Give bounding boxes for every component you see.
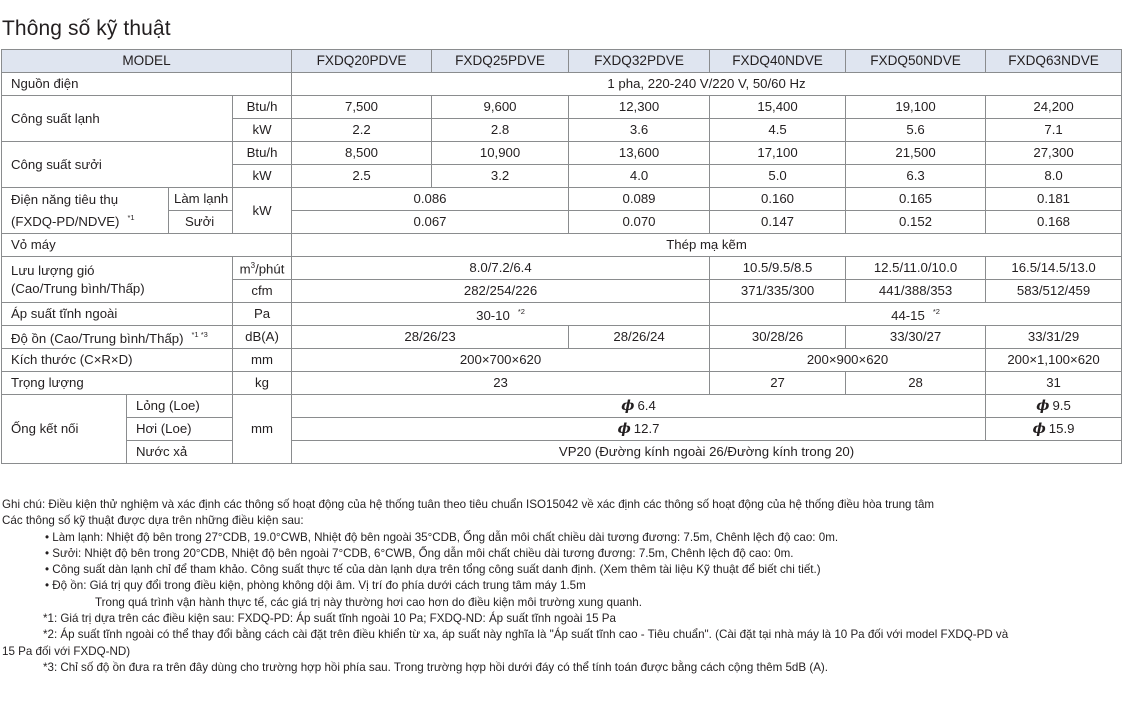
- value-cell: 0.165: [846, 188, 986, 211]
- model-header: MODEL: [2, 50, 292, 73]
- heating-sublabel: Sưởi: [169, 211, 233, 234]
- power-consumption-label: [2, 188, 169, 234]
- footnote-3: *3: Chỉ số độ ồn đưa ra trên đây dùng cho trường hợp hồi phía sau. Trong trường hợp hồi dưới đáy có thể tính toán được bằng cách cộng thêm 5dB (A).: [43, 660, 829, 674]
- value-cell: [986, 395, 1122, 418]
- spec-table: [1, 49, 1122, 464]
- esp-label: Áp suất tĩnh ngoài: [2, 303, 233, 326]
- unit-base: m: [239, 261, 251, 277]
- model-name: FXDQ25PDVE: [432, 50, 569, 73]
- table-row: [2, 142, 1122, 165]
- footnote-1: *1: Giá trị dựa trên các điều kiện sau: FXDQ-PD: Áp suất tĩnh ngoài 10 Pa; FXDQ-ND: Áp suất tĩnh ngoài 15 Pa: [43, 612, 616, 626]
- unit-cell: Pa: [233, 303, 292, 326]
- esp-value: 30-10: [476, 308, 510, 323]
- value-cell: [986, 418, 1122, 441]
- cooling-capacity-label: Công suất lạnh: [2, 96, 233, 142]
- power-consumption-label-line1: Điện năng tiêu thụ: [11, 191, 119, 207]
- casing-value: Thép mạ kẽm: [292, 234, 1122, 257]
- diameter-symbol: ϕ: [1036, 398, 1050, 414]
- value-cell: 0.067: [292, 211, 569, 234]
- notes-section: [2, 497, 1122, 676]
- unit-cell: mm: [233, 395, 292, 464]
- value-cell: [710, 303, 1122, 326]
- value-cell: [292, 303, 710, 326]
- note-bullet: • Công suất dàn lạnh chỉ để tham khảo. Công suất thực tế của dàn lạnh dựa trên tổng công suất danh định. (Xem thêm tài liệu Kỹ thuật để biết chi tiết.): [45, 563, 821, 577]
- power-supply-label: Nguồn điện: [2, 73, 292, 96]
- diameter-symbol: ϕ: [621, 398, 635, 414]
- airflow-label-line1: Lưu lượng gió: [11, 262, 95, 278]
- value-cell: 0.086: [292, 188, 569, 211]
- unit-superscript: 3: [250, 261, 256, 271]
- airflow-label: [2, 257, 233, 303]
- value-cell: 10,900: [432, 142, 569, 165]
- table-row: [2, 303, 1122, 326]
- value-cell: 2.5: [292, 165, 432, 188]
- value-cell: 3.6: [569, 119, 710, 142]
- value-cell: [292, 418, 986, 441]
- airflow-label-line2: (Cao/Trung bình/Thấp): [11, 280, 145, 296]
- value-cell: 2.8: [432, 119, 569, 142]
- value-cell: 12,300: [569, 96, 710, 119]
- footnote-ref: *1 *3: [191, 330, 208, 339]
- note-line: Các thông số kỹ thuật được dựa trên những điều kiện sau:: [2, 514, 304, 528]
- value-cell: 583/512/459: [986, 280, 1122, 303]
- unit-cell: kg: [233, 372, 292, 395]
- footnote-ref: *2: [517, 307, 525, 316]
- value-cell: 441/388/353: [846, 280, 986, 303]
- value-cell: 5.0: [710, 165, 846, 188]
- model-name: FXDQ40NDVE: [710, 50, 846, 73]
- piping-label: Ống kết nối: [2, 395, 127, 464]
- value-cell: 0.181: [986, 188, 1122, 211]
- value-cell: 371/335/300: [710, 280, 846, 303]
- liquid-sublabel: Lỏng (Loe): [127, 395, 233, 418]
- table-row: [2, 234, 1122, 257]
- unit-rest: /phút: [255, 261, 285, 277]
- table-row: [2, 188, 1122, 211]
- diameter-symbol: ϕ: [617, 421, 631, 437]
- cooling-sublabel: Làm lạnh: [169, 188, 233, 211]
- value-cell: 7.1: [986, 119, 1122, 142]
- weight-label: Trọng lượng: [2, 372, 233, 395]
- table-row: [2, 326, 1122, 349]
- page-title: Thông số kỹ thuật: [2, 17, 171, 40]
- value-cell: 282/254/226: [292, 280, 710, 303]
- value-cell: [292, 395, 986, 418]
- table-row: [2, 349, 1122, 372]
- value-cell: 2.2: [292, 119, 432, 142]
- pipe-diameter: 15.9: [1048, 421, 1075, 436]
- note-bullet: • Sưởi: Nhiệt độ bên trong 20°CDB, Nhiệt độ bên ngoài 7°CDB, 6°CWB, Ống dẫn môi chất chiều dài tương đương: 7.5m, Chênh lệch độ cao: 0m.: [45, 546, 794, 560]
- value-cell: 0.160: [710, 188, 846, 211]
- table-row: [2, 395, 1122, 418]
- unit-cell: kW: [233, 119, 292, 142]
- value-cell: 24,200: [986, 96, 1122, 119]
- model-name: FXDQ50NDVE: [846, 50, 986, 73]
- value-cell: 21,500: [846, 142, 986, 165]
- value-cell: 200×700×620: [292, 349, 710, 372]
- model-name: FXDQ63NDVE: [986, 50, 1122, 73]
- casing-label: Vỏ máy: [2, 234, 292, 257]
- value-cell: 28/26/23: [292, 326, 569, 349]
- value-cell: 23: [292, 372, 710, 395]
- table-row: [2, 372, 1122, 395]
- value-cell: 0.147: [710, 211, 846, 234]
- unit-cell: cfm: [233, 280, 292, 303]
- value-cell: 30/28/26: [710, 326, 846, 349]
- dimensions-label: Kích thước (C×R×D): [2, 349, 233, 372]
- drain-sublabel: Nước xả: [127, 441, 233, 464]
- unit-cell: kW: [233, 165, 292, 188]
- value-cell: 6.3: [846, 165, 986, 188]
- value-cell: 15,400: [710, 96, 846, 119]
- model-name: FXDQ20PDVE: [292, 50, 432, 73]
- value-cell: 28/26/24: [569, 326, 710, 349]
- value-cell: 27: [710, 372, 846, 395]
- table-header-row: [2, 50, 1122, 73]
- pipe-diameter: 6.4: [637, 398, 656, 413]
- value-cell: 4.0: [569, 165, 710, 188]
- unit-cell: Btu/h: [233, 96, 292, 119]
- power-consumption-label-line2: (FXDQ-PD/NDVE): [11, 213, 120, 229]
- value-cell: 0.168: [986, 211, 1122, 234]
- value-cell: 0.070: [569, 211, 710, 234]
- value-cell: 5.6: [846, 119, 986, 142]
- power-supply-value: 1 pha, 220-240 V/220 V, 50/60 Hz: [292, 73, 1122, 96]
- value-cell: 7,500: [292, 96, 432, 119]
- value-cell: 0.152: [846, 211, 986, 234]
- unit-cell: mm: [233, 349, 292, 372]
- gas-sublabel: Hơi (Loe): [127, 418, 233, 441]
- value-cell: 9,600: [432, 96, 569, 119]
- pipe-diameter: 9.5: [1052, 398, 1071, 413]
- value-cell: 28: [846, 372, 986, 395]
- footnote-2: *2: Áp suất tĩnh ngoài có thể thay đổi bằng cách cài đặt trên điều khiển từ xa, áp suất này nghĩa là "Áp suất tĩnh cao - Tiêu chuẩn". (Cài đặt tại nhà máy là 10 Pa đối với model FXDQ-PD và: [43, 628, 1009, 642]
- table-row: [2, 73, 1122, 96]
- value-cell: 8.0/7.2/6.4: [292, 257, 710, 280]
- value-cell: 200×900×620: [710, 349, 986, 372]
- noise-label: [2, 326, 233, 349]
- table-row: [2, 257, 1122, 280]
- table-row: [2, 96, 1122, 119]
- value-cell: 12.5/11.0/10.0: [846, 257, 986, 280]
- value-cell: 200×1,100×620: [986, 349, 1122, 372]
- table-row: [2, 441, 1122, 464]
- diameter-symbol: ϕ: [1032, 421, 1046, 437]
- heating-capacity-label: Công suất sưởi: [2, 142, 233, 188]
- model-name: FXDQ32PDVE: [569, 50, 710, 73]
- note-bullet: • Làm lạnh: Nhiệt độ bên trong 27°CDB, 19.0°CWB, Nhiệt độ bên ngoài 35°CDB, Ống dẫn môi chất chiều dài tương đương: 7.5m, Chênh lệch độ cao: 0m.: [45, 530, 839, 544]
- value-cell: 8.0: [986, 165, 1122, 188]
- table-row: [2, 418, 1122, 441]
- value-cell: 3.2: [432, 165, 569, 188]
- value-cell: VP20 (Đường kính ngoài 26/Đường kính trong 20): [292, 441, 1122, 464]
- value-cell: 17,100: [710, 142, 846, 165]
- footnote-ref: *2: [932, 307, 940, 316]
- value-cell: 10.5/9.5/8.5: [710, 257, 846, 280]
- value-cell: 8,500: [292, 142, 432, 165]
- value-cell: 16.5/14.5/13.0: [986, 257, 1122, 280]
- pipe-diameter: 12.7: [633, 421, 660, 436]
- noise-label-text: Độ ồn (Cao/Trung bình/Thấp): [11, 331, 184, 346]
- unit-cell: kW: [233, 188, 292, 234]
- note-line: Ghi chú: Điều kiện thử nghiệm và xác định các thông số hoạt động của hệ thống tuân theo tiêu chuẩn ISO15042 về xác định các thông số hoạt động của hệ thống điều hòa trung tâm: [2, 498, 935, 511]
- value-cell: 27,300: [986, 142, 1122, 165]
- esp-value: 44-15: [891, 308, 925, 323]
- footnote-ref: *1: [127, 212, 135, 222]
- footnote-2-continuation: 15 Pa đối với FXDQ-ND): [2, 644, 131, 658]
- unit-cell: Btu/h: [233, 142, 292, 165]
- value-cell: 13,600: [569, 142, 710, 165]
- unit-cell: [233, 257, 292, 280]
- table-row: [2, 211, 1122, 234]
- value-cell: 31: [986, 372, 1122, 395]
- value-cell: 0.089: [569, 188, 710, 211]
- value-cell: 4.5: [710, 119, 846, 142]
- note-bullet-continuation: Trong quá trình vận hành thực tế, các giá trị này thường hơi cao hơn do điều kiện môi trường xung quanh.: [95, 595, 642, 609]
- value-cell: 33/30/27: [846, 326, 986, 349]
- unit-cell: dB(A): [233, 326, 292, 349]
- value-cell: 19,100: [846, 96, 986, 119]
- value-cell: 33/31/29: [986, 326, 1122, 349]
- note-bullet: • Độ ồn: Giá trị quy đổi trong điều kiện, phòng không dội âm. Vị trí đo phía dưới cách trung tâm máy 1.5m: [45, 579, 586, 593]
